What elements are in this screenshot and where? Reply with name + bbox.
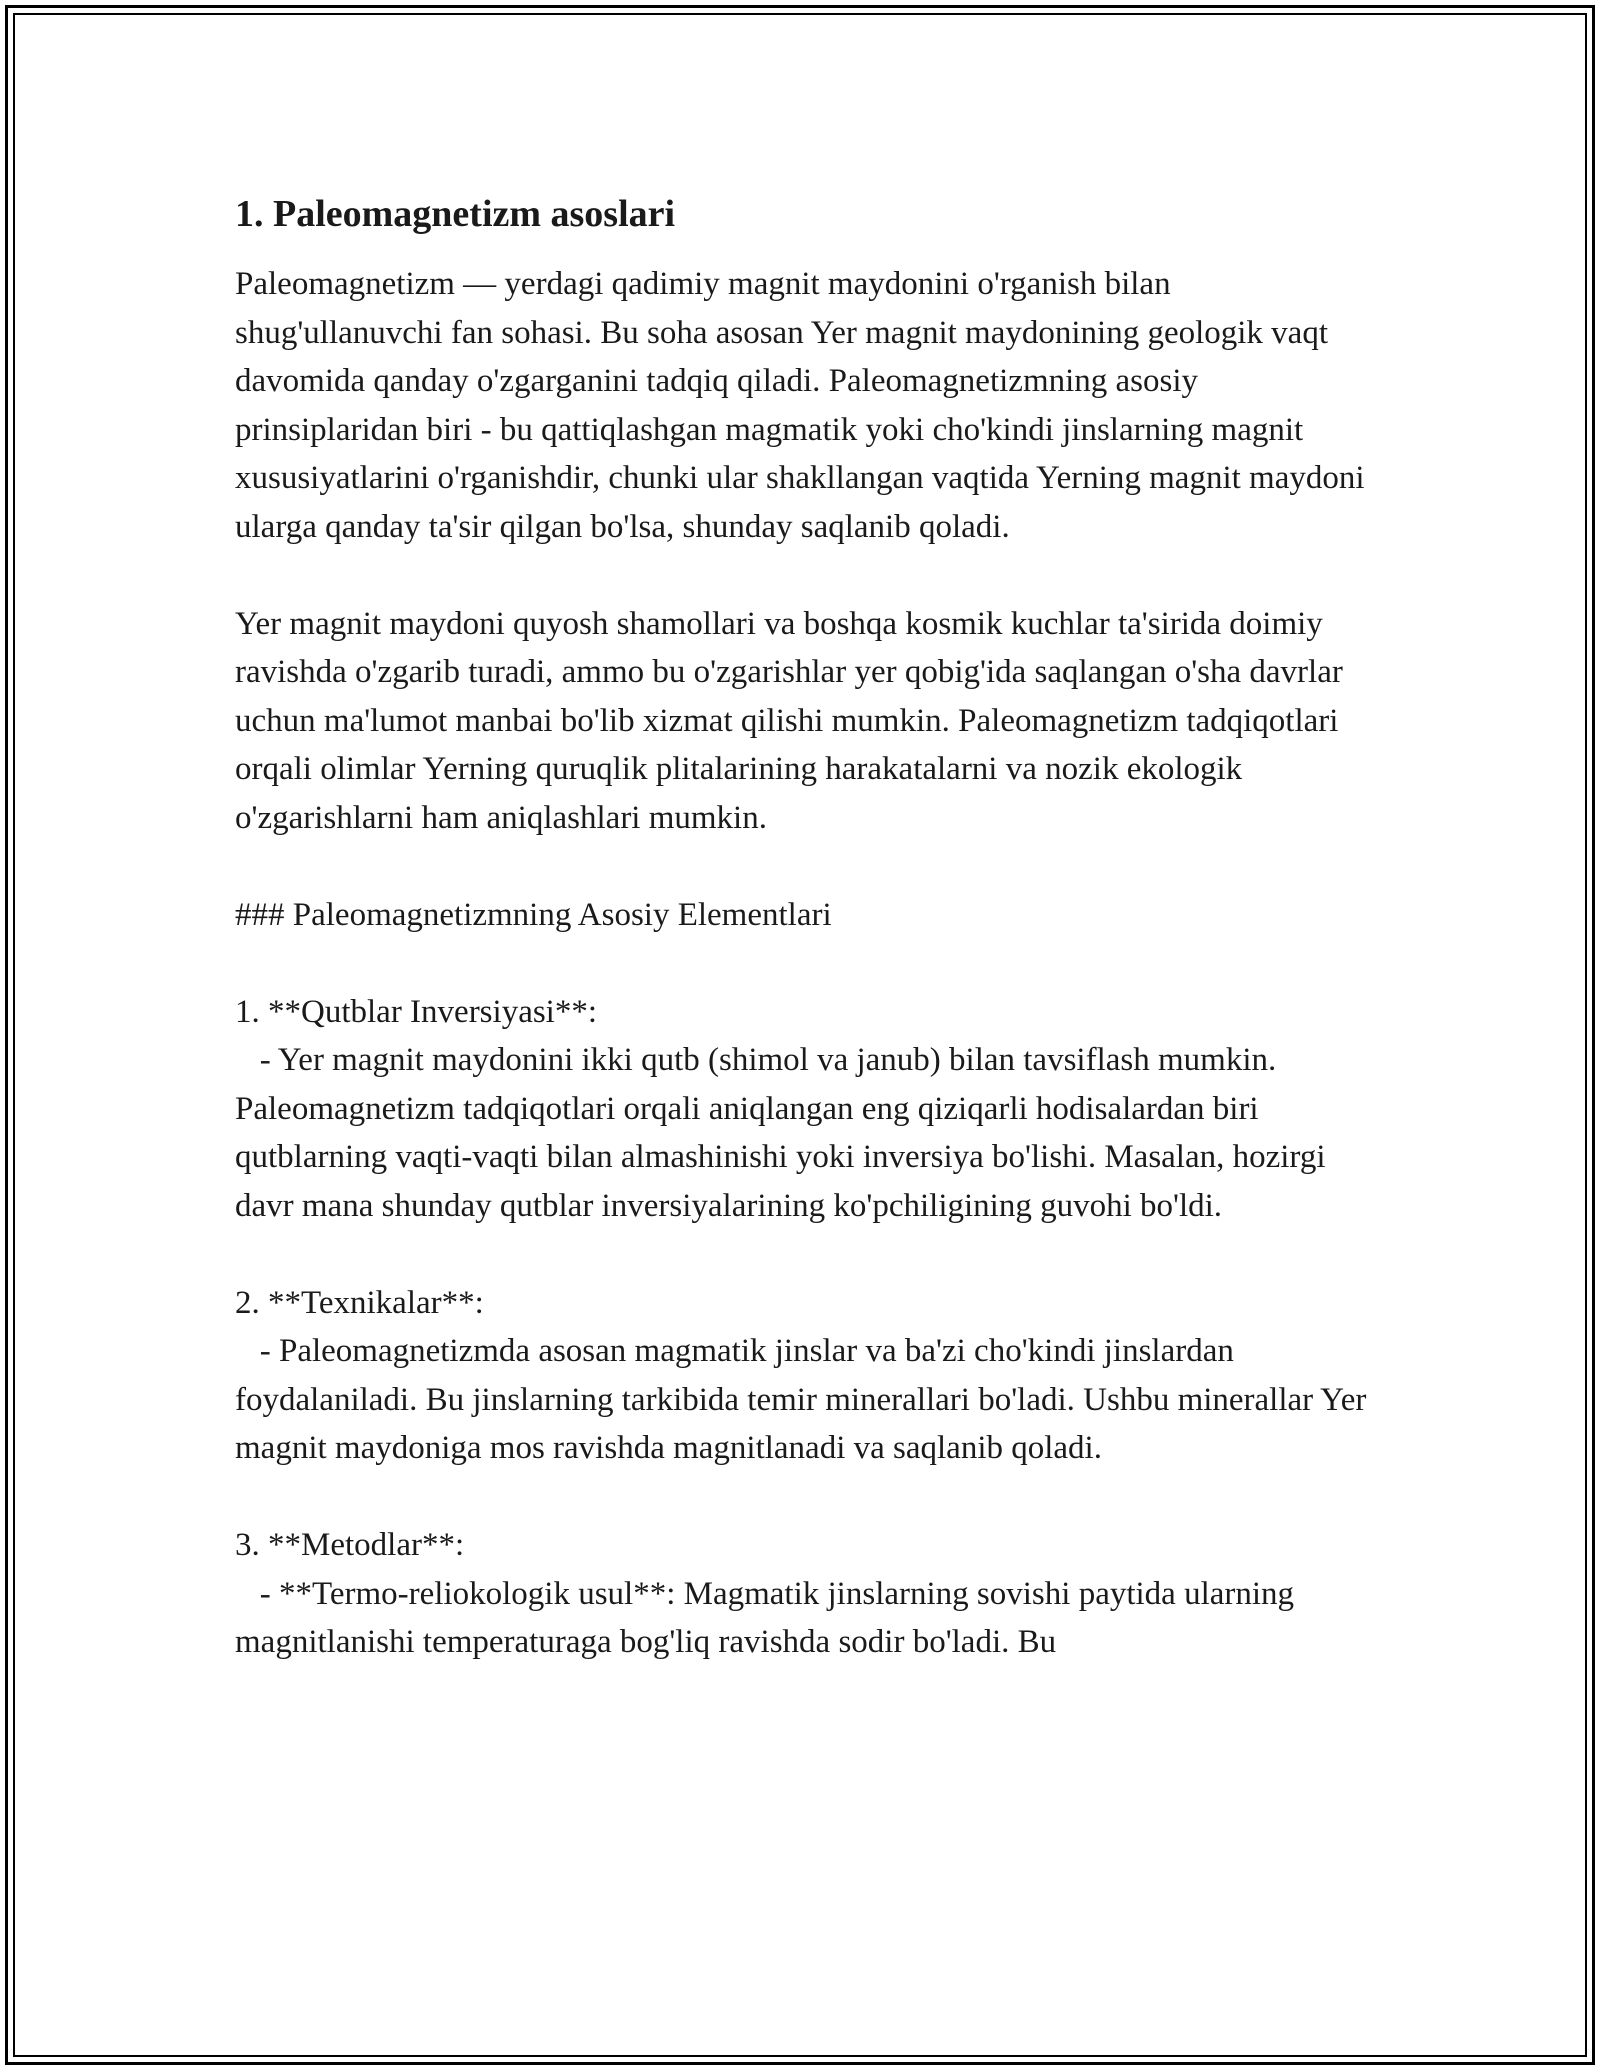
paragraph-spacer [235,842,1375,891]
paragraph-spacer [235,551,1375,600]
list-item-methods: 3. **Metodlar**: - **Termo-reliokologik usul**: Magmatik jinslarning sovishi paytida ularning magnitlanishi temperaturaga bog'liq ravishda sodir bo'ladi. Bu [235,1527,1295,1660]
paragraph-spacer [235,939,1375,988]
section-heading: ### Paleomagnetizmning Asosiy Elementlari [235,896,832,933]
paragraph-intro: Paleomagnetizm — yerdagi qadimiy magnit maydonini o'rganish bilan shug'ullanuvchi fan sohasi. Bu soha asosan Yer magnit maydonining geologik vaqt davomida qanday o'zgarganini tadqiq qiladi. Paleomagnetizmning asosiy prinsiplaridan biri - bu qattiqlashgan magmatik yoki cho'kindi jinslarning magnit xususiyatlarini o'rganishdir, chunki ular shakllangan vaqtida Yerning magnit maydoni ularga qanday ta'sir qilgan bo'lsa, shunday saqlanib qoladi. [235,266,1373,545]
document-title: 1. Paleomagnetizm asoslari [235,193,676,235]
list-item-inversion: 1. **Qutblar Inversiyasi**: - Yer magnit maydonini ikki qutb (shimol va janub) bilan tavsiflash mumkin. Paleomagnetizm tadqiqotlari orqali aniqlangan eng qiziqarli hodisalardan biri qutblarning vaqti-vaqti bilan almashinishi yoki inversiya bo'lishi. Masalan, hozirgi davr mana shunday qutblar inversiyalarining ko'pchiligining guvohi bo'ldi. [235,993,1326,1224]
list-item-techniques: 2. **Texnikalar**: - Paleomagnetizmda asosan magmatik jinslar va ba'zi cho'kindi jinslardan foydalaniladi. Bu jinslarning tarkibida temir minerallari bo'ladi. Ushbu minerallar Yer magnit maydoniga mos ravishda magnitlanadi va saqlanib qoladi. [235,1284,1367,1466]
paragraph-spacer [235,1473,1375,1522]
document-page [235,188,1375,1667]
paragraph-magnetic-field: Yer magnit maydoni quyosh shamollari va boshqa kosmik kuchlar ta'sirida doimiy ravishda o'zgarib turadi, ammo bu o'zgarishlar yer qobig'ida saqlangan o'sha davrlar uchun ma'lumot manbai bo'lib xizmat qilishi mumkin. Paleomagnetizm tadqiqotlari orqali olimlar Yerning quruqlik plitalarining harakatalarni va nozik ekologik o'zgarishlarni ham aniqlashlari mumkin. [235,605,1352,836]
paragraph-spacer [235,1230,1375,1279]
